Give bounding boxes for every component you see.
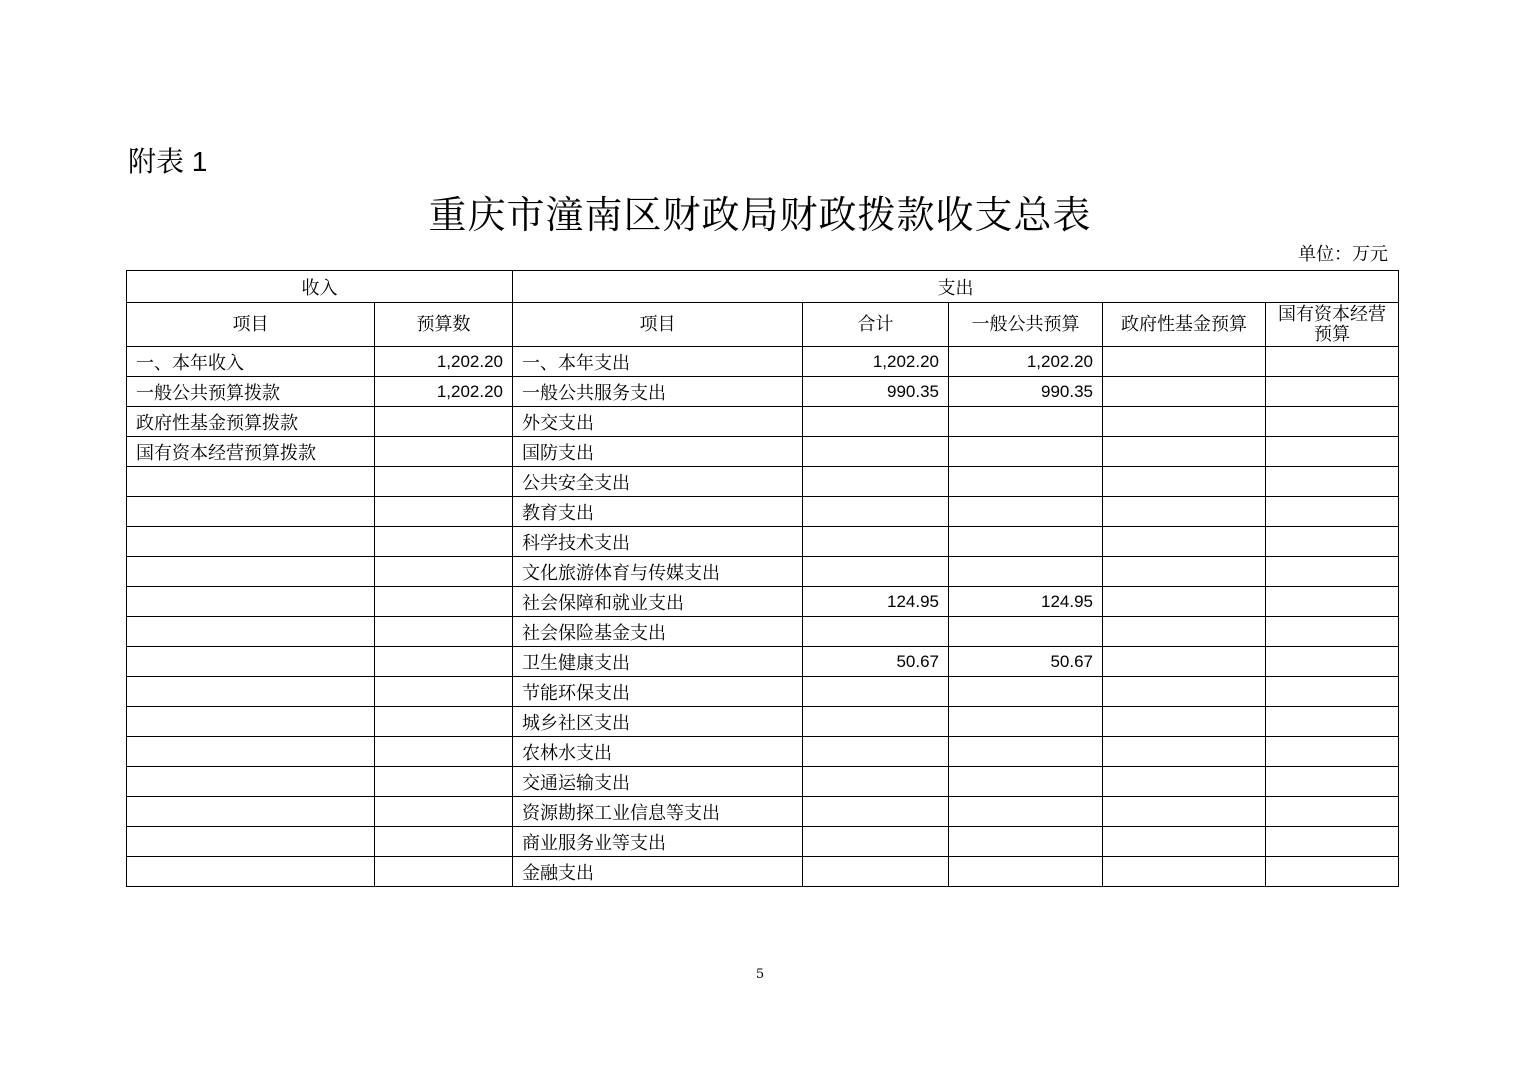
income-item-cell bbox=[127, 617, 375, 647]
total-cell bbox=[803, 617, 949, 647]
total-cell bbox=[803, 767, 949, 797]
income-budget-cell bbox=[375, 857, 513, 887]
unit-label: 单位：万元 bbox=[1298, 244, 1388, 265]
income-budget-cell bbox=[375, 527, 513, 557]
table-row bbox=[127, 827, 1399, 857]
fund-budget-cell bbox=[1103, 407, 1266, 437]
fund-budget-header: 政府性基金预算 bbox=[1103, 303, 1266, 347]
total-cell: 990.35 bbox=[803, 377, 949, 407]
total-cell bbox=[803, 707, 949, 737]
income-item-cell bbox=[127, 467, 375, 497]
table-row bbox=[127, 707, 1399, 737]
fund-budget-cell bbox=[1103, 647, 1266, 677]
fund-budget-cell bbox=[1103, 587, 1266, 617]
income-item-cell bbox=[127, 677, 375, 707]
header-group-row bbox=[127, 271, 1399, 303]
state-capital-budget-cell bbox=[1266, 557, 1399, 587]
state-capital-budget-cell bbox=[1266, 587, 1399, 617]
expense-item-cell: 科学技术支出 bbox=[513, 527, 803, 557]
table-row bbox=[127, 767, 1399, 797]
state-capital-budget-cell bbox=[1266, 497, 1399, 527]
table-row bbox=[127, 617, 1399, 647]
table-row bbox=[127, 407, 1399, 437]
income-budget-cell bbox=[375, 677, 513, 707]
income-budget-cell bbox=[375, 827, 513, 857]
expense-item-cell: 商业服务业等支出 bbox=[513, 827, 803, 857]
table-row bbox=[127, 677, 1399, 707]
fund-budget-cell bbox=[1103, 527, 1266, 557]
budget-table bbox=[126, 270, 1399, 887]
total-cell bbox=[803, 797, 949, 827]
expense-item-cell: 城乡社区支出 bbox=[513, 707, 803, 737]
fund-budget-cell bbox=[1103, 467, 1266, 497]
total-cell bbox=[803, 437, 949, 467]
income-budget-cell bbox=[375, 497, 513, 527]
income-item-cell bbox=[127, 827, 375, 857]
total-cell bbox=[803, 827, 949, 857]
state-capital-budget-cell bbox=[1266, 527, 1399, 557]
income-budget-cell bbox=[375, 737, 513, 767]
income-budget-header: 预算数 bbox=[375, 303, 513, 347]
general-budget-cell bbox=[949, 857, 1103, 887]
income-budget-cell bbox=[375, 707, 513, 737]
total-cell: 1,202.20 bbox=[803, 347, 949, 377]
total-header: 合计 bbox=[803, 303, 949, 347]
expense-item-cell: 农林水支出 bbox=[513, 737, 803, 767]
income-budget-cell bbox=[375, 467, 513, 497]
general-budget-cell bbox=[949, 737, 1103, 767]
general-budget-cell: 124.95 bbox=[949, 587, 1103, 617]
income-item-cell bbox=[127, 707, 375, 737]
general-budget-cell bbox=[949, 527, 1103, 557]
general-budget-header: 一般公共预算 bbox=[949, 303, 1103, 347]
page-number: 5 bbox=[755, 967, 765, 982]
state-capital-budget-cell bbox=[1266, 827, 1399, 857]
general-budget-cell bbox=[949, 827, 1103, 857]
income-item-cell bbox=[127, 857, 375, 887]
income-budget-cell bbox=[375, 767, 513, 797]
table-row bbox=[127, 647, 1399, 677]
expense-item-header: 项目 bbox=[513, 303, 803, 347]
state-capital-budget-cell bbox=[1266, 437, 1399, 467]
income-item-cell bbox=[127, 647, 375, 677]
state-capital-budget-cell bbox=[1266, 797, 1399, 827]
table-row bbox=[127, 467, 1399, 497]
fund-budget-cell bbox=[1103, 437, 1266, 467]
general-budget-cell: 990.35 bbox=[949, 377, 1103, 407]
expense-item-cell: 社会保障和就业支出 bbox=[513, 587, 803, 617]
income-item-cell bbox=[127, 557, 375, 587]
state-capital-budget-cell bbox=[1266, 737, 1399, 767]
fund-budget-cell bbox=[1103, 797, 1266, 827]
expense-item-cell: 交通运输支出 bbox=[513, 767, 803, 797]
total-cell bbox=[803, 677, 949, 707]
state-capital-budget-cell bbox=[1266, 707, 1399, 737]
table-row bbox=[127, 857, 1399, 887]
income-item-header: 项目 bbox=[127, 303, 375, 347]
state-capital-budget-cell bbox=[1266, 647, 1399, 677]
income-item-cell: 一、本年收入 bbox=[127, 347, 375, 377]
income-item-cell bbox=[127, 767, 375, 797]
table-row bbox=[127, 497, 1399, 527]
general-budget-cell bbox=[949, 467, 1103, 497]
income-item-cell: 国有资本经营预算拨款 bbox=[127, 437, 375, 467]
total-cell bbox=[803, 737, 949, 767]
table-row bbox=[127, 437, 1399, 467]
fund-budget-cell bbox=[1103, 347, 1266, 377]
state-capital-budget-cell bbox=[1266, 677, 1399, 707]
income-budget-cell bbox=[375, 587, 513, 617]
fund-budget-cell bbox=[1103, 377, 1266, 407]
expense-item-cell: 教育支出 bbox=[513, 497, 803, 527]
total-cell bbox=[803, 527, 949, 557]
general-budget-cell bbox=[949, 707, 1103, 737]
table-row bbox=[127, 557, 1399, 587]
header-column-row bbox=[127, 303, 1399, 347]
total-cell bbox=[803, 467, 949, 497]
total-cell: 124.95 bbox=[803, 587, 949, 617]
income-item-cell bbox=[127, 797, 375, 827]
general-budget-cell bbox=[949, 617, 1103, 647]
income-budget-cell bbox=[375, 797, 513, 827]
general-budget-cell: 50.67 bbox=[949, 647, 1103, 677]
income-item-cell bbox=[127, 587, 375, 617]
state-capital-budget-cell bbox=[1266, 407, 1399, 437]
general-budget-cell: 1,202.20 bbox=[949, 347, 1103, 377]
total-cell bbox=[803, 497, 949, 527]
general-budget-cell bbox=[949, 497, 1103, 527]
general-budget-cell bbox=[949, 557, 1103, 587]
fund-budget-cell bbox=[1103, 767, 1266, 797]
income-budget-cell bbox=[375, 557, 513, 587]
income-budget-cell bbox=[375, 437, 513, 467]
fund-budget-cell bbox=[1103, 707, 1266, 737]
state-capital-budget-cell bbox=[1266, 467, 1399, 497]
fund-budget-cell bbox=[1103, 857, 1266, 887]
fund-budget-cell bbox=[1103, 617, 1266, 647]
income-item-cell bbox=[127, 497, 375, 527]
expense-item-cell: 金融支出 bbox=[513, 857, 803, 887]
table-row bbox=[127, 797, 1399, 827]
expense-item-cell: 一般公共服务支出 bbox=[513, 377, 803, 407]
income-budget-cell bbox=[375, 617, 513, 647]
table-row bbox=[127, 527, 1399, 557]
expense-item-cell: 公共安全支出 bbox=[513, 467, 803, 497]
fund-budget-cell bbox=[1103, 557, 1266, 587]
income-item-cell bbox=[127, 527, 375, 557]
general-budget-cell bbox=[949, 407, 1103, 437]
expense-item-cell: 社会保险基金支出 bbox=[513, 617, 803, 647]
expense-item-cell: 一、本年支出 bbox=[513, 347, 803, 377]
total-cell bbox=[803, 557, 949, 587]
fund-budget-cell bbox=[1103, 497, 1266, 527]
table-row bbox=[127, 587, 1399, 617]
income-item-cell: 政府性基金预算拨款 bbox=[127, 407, 375, 437]
state-capital-budget-cell bbox=[1266, 767, 1399, 797]
fund-budget-cell bbox=[1103, 677, 1266, 707]
state-capital-budget-header: 国有资本经营预算 bbox=[1266, 303, 1399, 347]
expense-item-cell: 外交支出 bbox=[513, 407, 803, 437]
table-row bbox=[127, 377, 1399, 407]
expense-item-cell: 资源勘探工业信息等支出 bbox=[513, 797, 803, 827]
state-capital-budget-cell bbox=[1266, 347, 1399, 377]
expense-item-cell: 文化旅游体育与传媒支出 bbox=[513, 557, 803, 587]
fund-budget-cell bbox=[1103, 827, 1266, 857]
income-header: 收入 bbox=[127, 271, 513, 303]
state-capital-budget-cell bbox=[1266, 377, 1399, 407]
table-row bbox=[127, 347, 1399, 377]
income-budget-cell bbox=[375, 647, 513, 677]
state-capital-budget-cell bbox=[1266, 617, 1399, 647]
total-cell: 50.67 bbox=[803, 647, 949, 677]
total-cell bbox=[803, 857, 949, 887]
general-budget-cell bbox=[949, 767, 1103, 797]
income-budget-cell: 1,202.20 bbox=[375, 377, 513, 407]
fund-budget-cell bbox=[1103, 737, 1266, 767]
income-item-cell bbox=[127, 737, 375, 767]
appendix-label: 附表 1 bbox=[128, 146, 208, 177]
expense-item-cell: 节能环保支出 bbox=[513, 677, 803, 707]
expense-item-cell: 卫生健康支出 bbox=[513, 647, 803, 677]
page-title: 重庆市潼南区财政局财政拨款收支总表 bbox=[428, 193, 1092, 237]
general-budget-cell bbox=[949, 677, 1103, 707]
total-cell bbox=[803, 407, 949, 437]
expense-item-cell: 国防支出 bbox=[513, 437, 803, 467]
general-budget-cell bbox=[949, 437, 1103, 467]
income-item-cell: 一般公共预算拨款 bbox=[127, 377, 375, 407]
income-budget-cell: 1,202.20 bbox=[375, 347, 513, 377]
income-budget-cell bbox=[375, 407, 513, 437]
expense-header: 支出 bbox=[513, 271, 1399, 303]
state-capital-budget-cell bbox=[1266, 857, 1399, 887]
general-budget-cell bbox=[949, 797, 1103, 827]
table-row bbox=[127, 737, 1399, 767]
